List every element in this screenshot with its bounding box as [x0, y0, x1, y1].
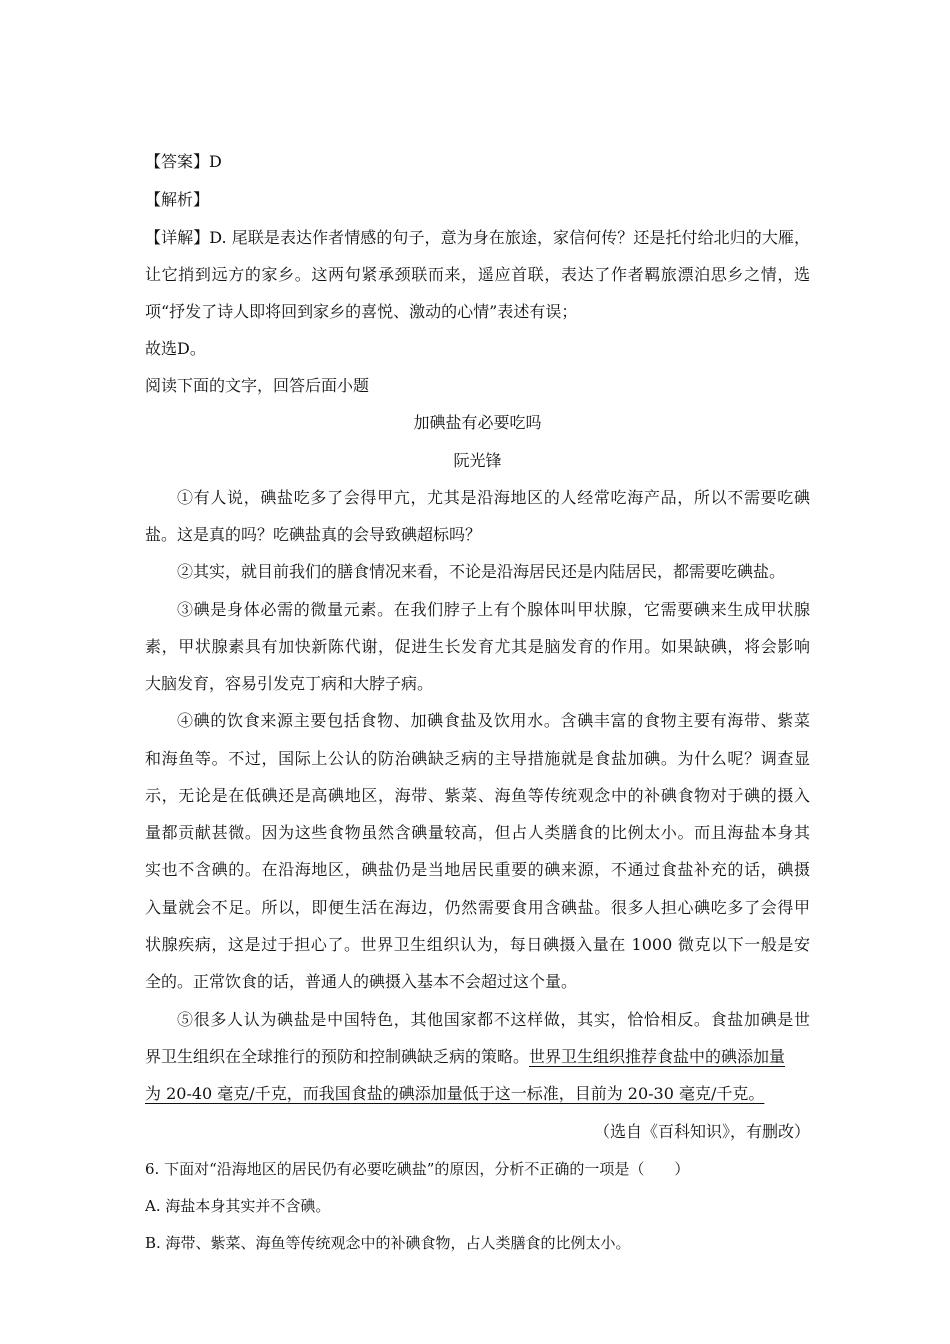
- detail-line: 让它捎到远方的家乡。这两句紧承颈联而来，遥应首联，表达了作者羁旅漂泊思乡之情，选: [145, 265, 810, 284]
- question-option-b: B. 海带、紫菜、海鱼等传统观念中的补碘食物，占人类膳食的比例太小。: [145, 1234, 631, 1252]
- paragraph-line: ②其实，就目前我们的膳食情况来看，不论是沿海居民还是内陆居民，都需要吃碘盐。: [177, 562, 786, 581]
- paragraph-line: ③碘是身体必需的微量元素。在我们脖子上有个腺体叫甲状腺，它需要碘来生成甲状腺: [177, 600, 810, 619]
- paragraph-line: 实也不含碘的。在沿海地区，碘盐仍是当地居民重要的碘来源，不通过食盐补充的话，碘摄: [145, 860, 810, 879]
- analysis-label: 【解析】: [145, 190, 210, 209]
- detail-conclusion: 故选D。: [145, 339, 206, 358]
- article-author: 阮光锋: [453, 451, 502, 470]
- paragraph-line: 量都贡献甚微。因为这些食物虽然含碘量较高，但占人类膳食的比例太小。而且海盐本身其: [145, 823, 810, 842]
- underlined-text: 世界卫生组织推荐食盐中的碘添加量: [529, 1047, 786, 1066]
- answer-label: 【答案】: [145, 152, 210, 171]
- paragraph-line: 状腺疾病，这是过于担心了。世界卫生组织认为，每日碘摄入量在 1000 微克以下一般是安: [145, 935, 810, 954]
- paragraph-line: 示，无论是在低碘还是高碘地区，海带、紫菜、海鱼等传统观念中的补碘食物对于碘的摄入: [145, 786, 810, 805]
- underlined-text: 为 20-40 毫克/千克，而我国食盐的碘添加量低于这一标准，目前为 20-30 毫克/千克。: [145, 1084, 765, 1103]
- detail-line: 项“抒发了诗人即将回到家乡的喜悦、激动的心情”表述有误；: [145, 302, 578, 321]
- paragraph-line: 全的。正常饮食的话，普通人的碘摄入基本不会超过这个量。: [145, 972, 578, 991]
- paragraph-line: ④碘的饮食来源主要包括食物、加碘食盐及饮用水。含碘丰富的食物主要有海带、紫菜: [177, 711, 810, 730]
- paragraph-line: [145, 1047, 810, 1067]
- paragraph-line: 素，甲状腺素具有加快新陈代谢，促进生长发育尤其是脑发育的作用。如果缺碘，将会影响: [145, 637, 810, 656]
- answer-line: [145, 152, 810, 172]
- detail-line: 【详解】D. 尾联是表达作者情感的句子，意为身在旅途，家信何传？还是托付给北归的大雁，: [145, 228, 810, 247]
- answer-value: D: [209, 152, 222, 171]
- article-title: 加碘盐有必要吃吗: [413, 413, 542, 432]
- paragraph-line: 和海鱼等。不过，国际上公认的防治碘缺乏病的主导措施就是食盐加碘。为什么呢？调查显: [145, 749, 810, 768]
- plain-text: 界卫生组织在全球推行的预防和控制碘缺乏病的策略。: [145, 1047, 530, 1066]
- question-stem: 6. 下面对“沿海地区的居民仍有必要吃碘盐”的原因，分析不正确的一项是（ ）: [145, 1160, 690, 1178]
- question-option-a: A. 海盐本身其实并不含碘。: [145, 1197, 331, 1215]
- paragraph-line: 大脑发育，容易引发克丁病和大脖子病。: [145, 674, 434, 693]
- paragraph-line: ⑤很多人认为碘盐是中国特色，其他国家都不这样做，其实，恰恰相反。食盐加碘是世: [177, 1010, 810, 1029]
- paragraph-line: 盐。这是真的吗？吃碘盐真的会导致碘超标吗？: [145, 525, 482, 544]
- paragraph-line: 入量就会不足。所以，即便生活在海边，仍然需要食用含碘盐。很多人担心碘吃多了会得甲: [145, 898, 810, 917]
- paragraph-line: ①有人说，碘盐吃多了会得甲亢，尤其是沿海地区的人经常吃海产品，所以不需要吃碘: [177, 488, 810, 507]
- reading-instruction: 阅读下面的文字，回答后面小题: [145, 376, 370, 395]
- paragraph-line: [145, 1084, 810, 1104]
- article-source: （选自《百科知识》，有删改）: [593, 1122, 810, 1141]
